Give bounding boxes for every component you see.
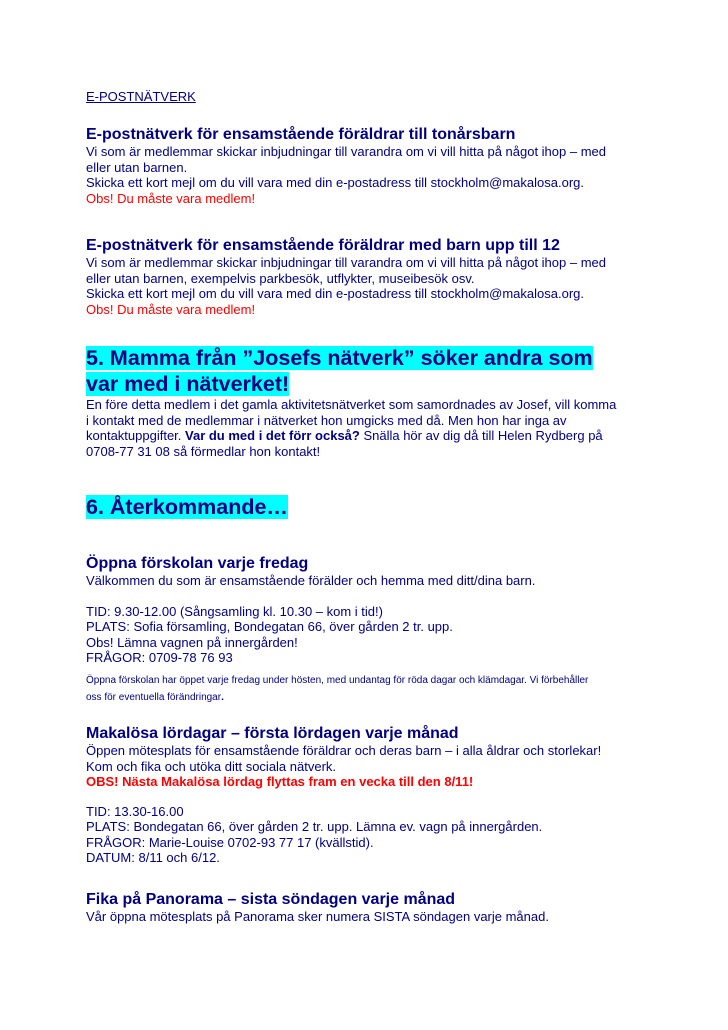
preschool-pram: Obs! Lämna vagnen på innergården!	[86, 634, 298, 650]
preschool-questions: FRÅGOR: 0709-78 76 93	[86, 650, 233, 665]
network-teens-line1: Vi som är medlemmar skickar inbjudningar till varandra om vi vill hitta på något ihop – med	[86, 144, 606, 159]
section5	[86, 345, 656, 459]
saturdays-title: Makalösa lördagar – första lördagen varje månad	[86, 725, 459, 742]
preschool-section	[86, 554, 656, 706]
network-teens-line3: Skicka ett kort mejl om du vill vara med din e-postadress till stockholm@makalosa.org.	[86, 175, 584, 190]
section6-title-text: 6. Återkommande…	[86, 495, 288, 519]
section5-line3-a: kontaktuppgifter.	[86, 428, 186, 443]
preschool-intro: Välkommen du som är ensamstående förälder och hemma med ditt/dina barn.	[86, 573, 536, 588]
section5-line1: En före detta medlem i det gamla aktivitetsnätverket som samordnades av Josef, vill komma	[86, 397, 617, 412]
network-kids-line3: Skicka ett kort mejl om du vill vara med din e-postadress till stockholm@makalosa.org.	[86, 286, 584, 301]
network-teens-title: E-postnätverk för ensamstående föräldrar till tonårsbarn	[86, 126, 516, 143]
preschool-small1: Öppna förskolan har öppet varje fredag under hösten, med undantag för röda dagar och klämdagar. Vi förbehåller	[86, 674, 589, 686]
saturdays-section	[86, 724, 656, 866]
saturdays-line2: Kom och fika och utöka ditt sociala nätverk.	[86, 758, 337, 774]
network-teens-line2: eller utan barnen.	[86, 159, 188, 175]
section5-line4: 0708-77 31 08 så förmedlar hon kontakt!	[86, 443, 321, 459]
section5-line2: i kontakt med de medlemmar i nätverket hon umgicks med då. Men hon har inga av	[86, 412, 567, 428]
network-kids-line2: eller utan barnen, exempelvis parkbesök, utflykter, museibesök osv.	[86, 270, 475, 286]
section6-title	[86, 494, 656, 520]
preschool-place: PLATS: Sofia församling, Bondegatan 66, över gården 2 tr. upp.	[86, 619, 453, 634]
section6	[86, 494, 656, 520]
saturdays-notice: OBS! Nästa Makalösa lördag flyttas fram en vecka till den 8/11!	[86, 774, 474, 789]
saturdays-line1: Öppen mötesplats för ensamstående föräldrar och deras barn – i alla åldrar och storlekar!	[86, 743, 602, 758]
epost-heading-text: E-POSTNÄTVERK	[86, 89, 196, 104]
panorama-section	[86, 890, 656, 925]
section5-title-line1-text: 5. Mamma från ”Josefs nätverk” söker andra som	[86, 346, 593, 370]
section5-question: Var du med i det förr också?	[185, 428, 360, 443]
preschool-small2	[86, 689, 656, 706]
section5-line3	[86, 428, 656, 444]
saturdays-dates: DATUM: 8/11 och 6/12.	[86, 850, 220, 865]
preschool-title: Öppna förskolan varje fredag	[86, 555, 309, 572]
panorama-line1: Vår öppna mötesplats på Panorama sker numera SISTA söndagen varje månad.	[86, 909, 549, 924]
preschool-small2-text: oss för eventuella förändringar	[86, 691, 222, 703]
section5-title-line1	[86, 345, 656, 371]
saturdays-time: TID: 13.30-16.00	[86, 803, 184, 819]
network-kids-section	[86, 236, 656, 317]
panorama-title: Fika på Panorama – sista söndagen varje månad	[86, 891, 456, 908]
section5-title-line2	[86, 371, 656, 397]
preschool-time: TID: 9.30-12.00 (Sångsamling kl. 10.30 – kom i tid!)	[86, 603, 383, 619]
network-teens-notice: Obs! Du måste vara medlem!	[86, 190, 256, 206]
network-kids-notice: Obs! Du måste vara medlem!	[86, 301, 256, 317]
network-teens-section	[86, 125, 656, 206]
network-kids-line1: Vi som är medlemmar skickar inbjudningar till varandra om vi vill hitta på något ihop – med	[86, 255, 606, 270]
preschool-small2-end: .	[221, 691, 224, 703]
network-kids-title: E-postnätverk för ensamstående föräldrar med barn upp till 12	[86, 237, 560, 254]
epost-heading	[86, 89, 656, 105]
saturdays-place: PLATS: Bondegatan 66, över gården 2 tr. upp. Lämna ev. vagn på innergården.	[86, 819, 543, 834]
saturdays-questions: FRÅGOR: Marie-Louise 0702-93 77 17 (kvällstid).	[86, 834, 374, 850]
section5-title-line2-text: var med i nätverket!	[86, 372, 290, 396]
section5-line3-c: Snälla hör av dig då till Helen Rydberg på	[359, 428, 603, 443]
